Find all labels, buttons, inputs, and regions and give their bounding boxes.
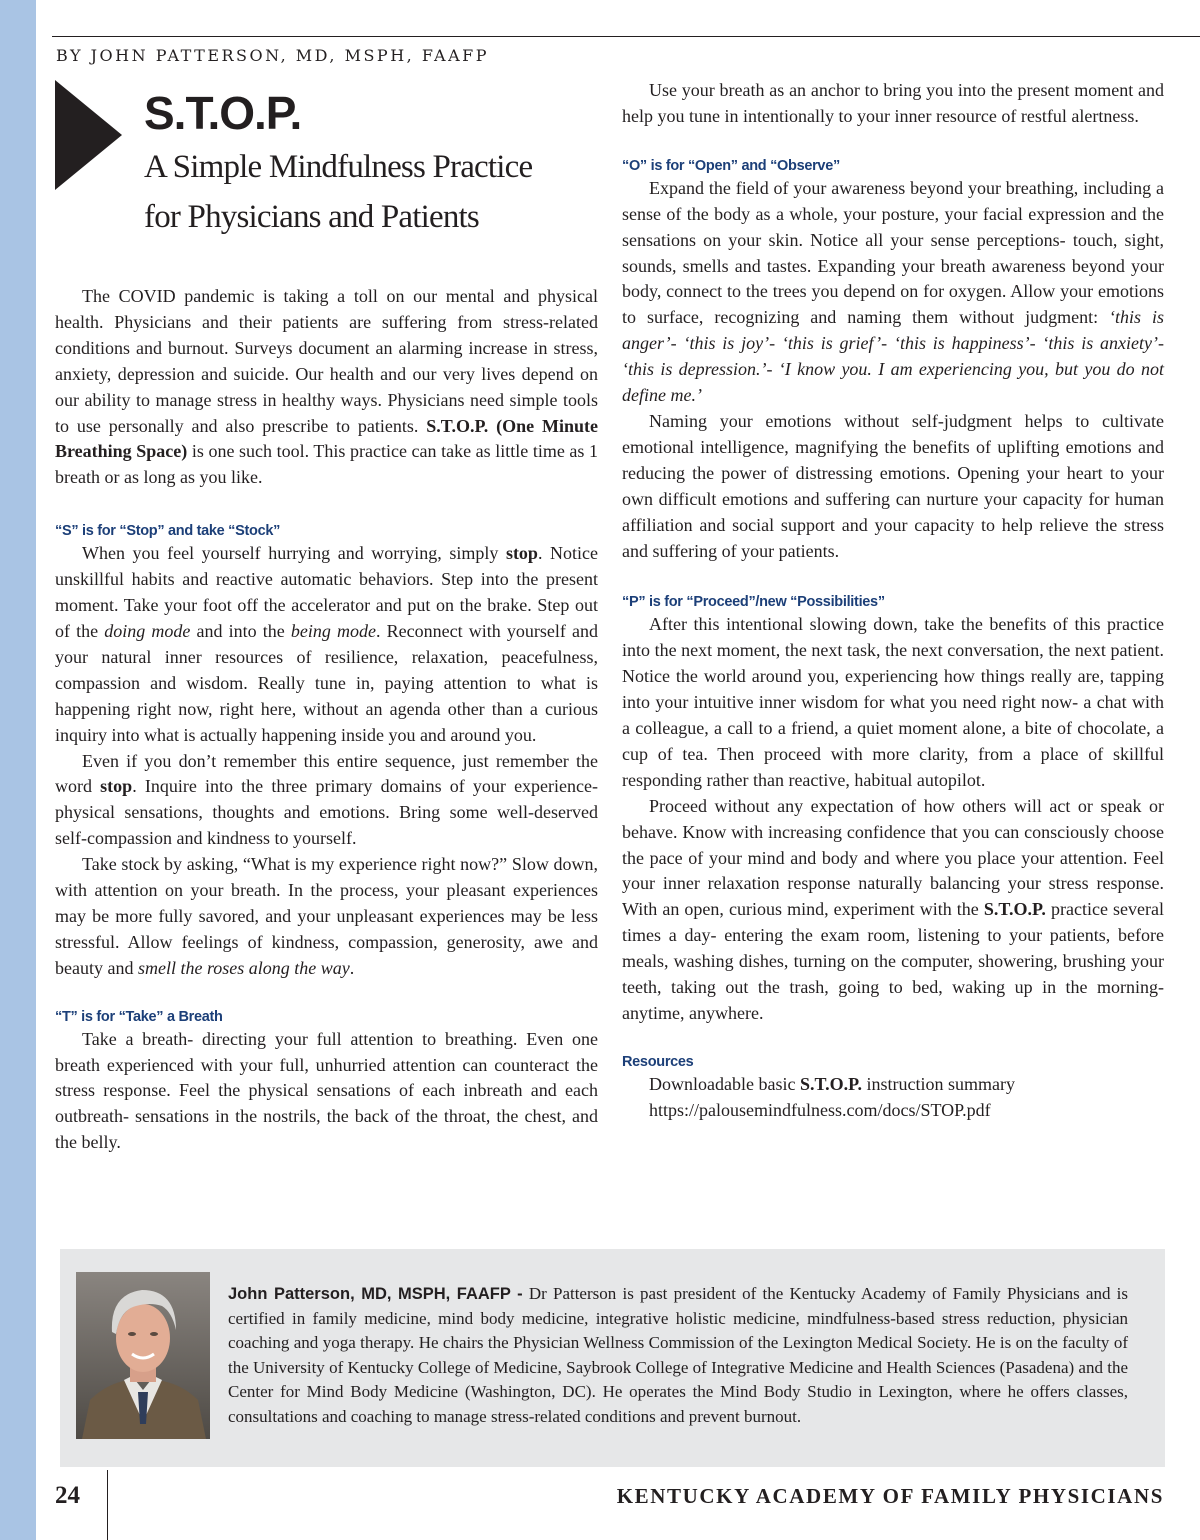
footer-divider (107, 1470, 108, 1540)
article-title: S.T.O.P. (144, 87, 302, 139)
triangle-play-icon (55, 80, 122, 190)
author-bio: John Patterson, MD, MSPH, FAAFP - Dr Patterson is past president of the Kentucky Academy of Family Physicians and is certified in family medicine, mind body medicine, integrative holistic medicine, mindfulness-based stress reduction, physician coaching and yoga therapy. He chairs the Physician Wellness Commission of the Lexington Medical Society. He is on the faculty of the University of Kentucky College of Medicine, Saybrook College of Integrative Medicine and Health Sciences (Pasadena) and the Center for Mind Body Medicine (Washington, DC). He operates the Mind Body Studio in Lexington, where he offers classes, consultations and coaching to manage stress-related conditions and prevent burnout. (228, 1284, 1128, 1426)
subtitle-line-2: for Physicians and Patients (144, 199, 479, 235)
author-bio-box (60, 1249, 1165, 1467)
section-p-heading: “P” is for “Proceed”/new “Possibilities” (622, 594, 885, 611)
right-column (622, 78, 1164, 1124)
section-s-paragraph-3: Take stock by asking, “What is my experience right now?” Slow down, with attention on your breath. In the process, your pleasant experiences may be more fully savored, and your unpleasant experiences may be less stressful. Allow feelings of kindness, compassion, generosity, awe and beauty and smell the roses along the way. (55, 854, 598, 978)
left-margin-strip (0, 0, 36, 1540)
page-number: 24 (55, 1482, 80, 1509)
section-p-paragraph-2: Proceed without any expectation of how others will act or speak or behave. Know with increasing confidence that you can consciously choose the pace of your mind and body and where you place your attention. Feel your inner relaxation response naturally balancing your stress response. With an open, curious mind, experiment with the S.T.O.P. practice several times a day- entering the exam room, listening to your patients, before meals, washing dishes, turning on the computer, showering, brushing your teeth, taking out the trash, going to bed, waking up in the morning- anytime, anywhere. (622, 795, 1164, 1023)
byline: BY JOHN PATTERSON, MD, MSPH, FAAFP (56, 46, 489, 65)
top-rule (52, 36, 1200, 37)
section-t-heading: “T” is for “Take” a Breath (55, 1008, 223, 1025)
article-subtitle (144, 142, 604, 242)
section-t-paragraph-1: Take a breath- directing your full attention to breathing. Even one breath experienced with your full, unhurried attention can counteract the stress response. Feel the physical sensations of each inbreath and each outbreath- sensations in the nostrils, the back of the throat, the chest, and the belly. (55, 1028, 598, 1153)
resources-heading: Resources (622, 1053, 694, 1070)
intro-paragraph: The COVID pandemic is taking a toll on our mental and physical health. Physicians and their patients are suffering from stress-related conditions and burnout. Surveys document an alarming increase in stress, anxiety, depression and suicide. Our health and our very lives depend on our ability to manage stress in healthy ways. Physicians need simple tools to use personally and also prescribe to patients. S.T.O.P. (One Minute Breathing Space) is one such tool. This practice can take as little time as 1 breath or as long as you like. (55, 286, 598, 488)
publication-title: KENTUCKY ACADEMY OF FAMILY PHYSICIANS (616, 1484, 1164, 1508)
section-o-heading: “O” is for “Open” and “Observe” (622, 157, 840, 174)
section-s-heading: “S” is for “Stop” and take “Stock” (55, 523, 281, 540)
section-s-paragraph-1: When you feel yourself hurrying and worrying, simply stop. Notice unskillful habits and reactive automatic behaviors. Step into the present moment. Take your foot off the accelerator and put on the brake. Step out of the doing mode and into the being mode. Reconnect with yourself and your natural inner resources of resilience, relaxation, peacefulness, compassion and wisdom. Really tune in, paying attention to what is happening right now, right here, without an agenda other than a curious inquiry into what is actually happening inside you and around you. (55, 543, 599, 745)
author-name: John Patterson, MD, MSPH, FAAFP - (228, 1285, 523, 1303)
author-photo (76, 1272, 210, 1439)
resources-link[interactable]: https://palousemindfulness.com/docs/STOP.pdf (649, 1099, 991, 1120)
left-column (55, 284, 598, 1156)
subtitle-line-1: A Simple Mindfulness Practice (144, 149, 533, 185)
section-t-paragraph-2: Use your breath as an anchor to bring you into the present moment and help you tune in intentionally to your inner resource of restful alertness. (622, 80, 1164, 126)
section-o-paragraph-2: Naming your emotions without self-judgment helps to cultivate emotional intelligence, magnifying the benefits of uplifting emotions and reducing the power of distressing emotions. Opening your heart to your own difficult emotions and suffering can nurture your capacity for human affiliation and social support and your capacity to help relieve the stress and suffering of your patients. (622, 410, 1164, 561)
resources-line: Downloadable basic S.T.O.P. instruction summary (649, 1073, 1015, 1094)
section-s-paragraph-2: Even if you don’t remember this entire sequence, just remember the word stop. Inquire into the three primary domains of your experience- physical sensations, thoughts and emotions. Bring some well-deserved self-compassion and kindness to yourself. (55, 750, 599, 849)
section-o-paragraph-1: Expand the field of your awareness beyond your breathing, including a sense of the body as a whole, your posture, your facial expression and the sensations on your skin. Notice all your sense perceptions- touch, sight, sounds, smells and tastes. Expanding your breath awareness beyond your body, connect to the trees you depend on for oxygen. Allow your emotions to surface, recognizing and naming them without judgment: ‘this is anger’- ‘this is joy’- ‘this is grief’- ‘this is happiness’- ‘this is anxiety’- ‘this is depression.’- ‘I know you. I am experiencing you, but you do not define me.’ (622, 177, 1164, 406)
section-p-paragraph-1: After this intentional slowing down, take the benefits of this practice into the next moment, the next task, the next conversation, the next patient. Notice the world around you, experiencing how things really are, tapping into your intuitive inner wisdom for what you need right now- a chat with a colleague, a call to a friend, a quiet moment alone, a bite of chocolate, a cup of tea. Then proceed with more clarity, from a place of skillful responding rather than reactive, habitual autopilot. (622, 614, 1164, 790)
